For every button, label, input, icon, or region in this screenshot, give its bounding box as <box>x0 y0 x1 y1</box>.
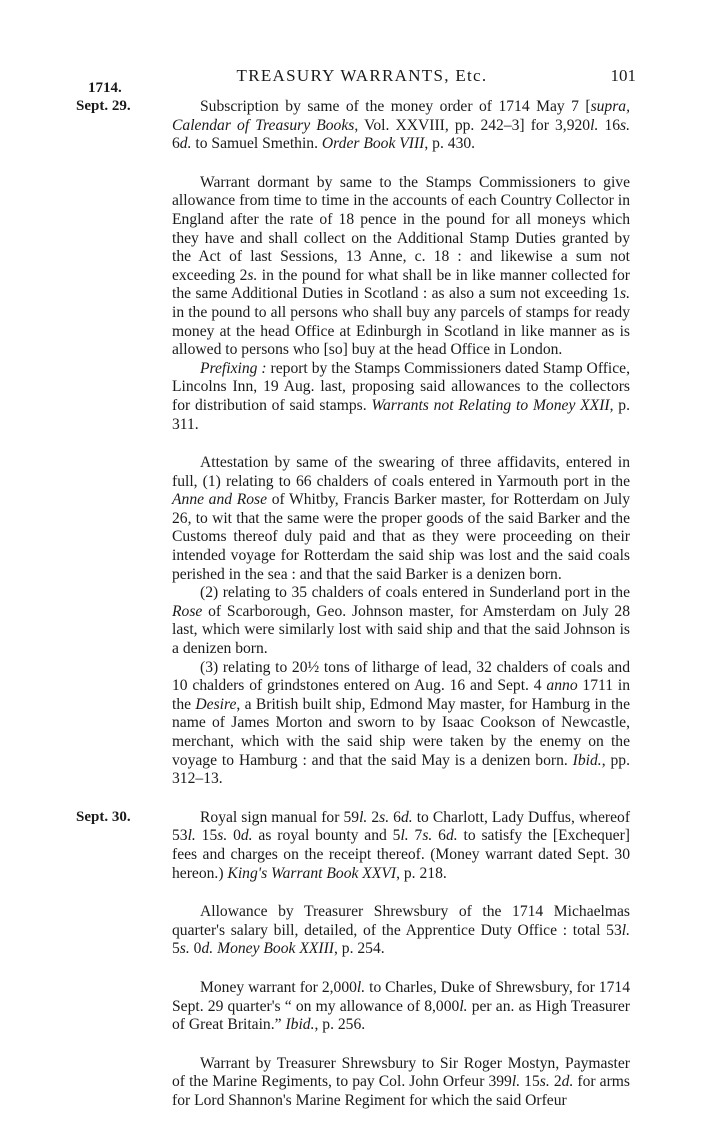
entry-1 <box>172 98 630 154</box>
entry-paragraph: Subscription by same of the money order of 1714 May 7 [supra, Calendar of Treasury Books, Vol. XXVIII, pp. 242–3] for 3,920l. 16s. 6d. to Samuel Smethin. Order Book VIII, p. 430. <box>172 98 631 153</box>
entry-paragraph: (2) relating to 35 chalders of coals entered in Sunderland port in the Rose of Scarborough, Geo. Johnson master, for Amsterdam on July 28 last, which were similarly lost with said ship and that the said Johnson is a denizen born. <box>172 584 630 658</box>
entry-paragraph: Money warrant for 2,000l. to Charles, Duke of Shrewsbury, for 1714 Sept. 29 quarter's “ on my allowance of 8,000l. per an. as High Treasurer of Great Britain.” Ibid., p. 256. <box>172 978 630 1034</box>
entry-4 <box>172 809 630 883</box>
page-number: 101 <box>610 66 636 85</box>
entry-paragraph: Warrant dormant by same to the Stamps Commissioners to give allowance from time to time in the accounts of each Country Collector in England after the rate of 18 pence in the pound for all moneys which they have and shall collect on the Additional Stamp Duties granted by the Act of last Sessions, 13 Anne, c. 18 : and likewise a sum not exceeding 2s. in the pound for what shall be in like manner collected for the same Additional Duties in Scotland : as also a sum not exceeding 1s. in the pound to all persons who shall buy any parcels of stamps for ready money at the head Office at Edinburgh in Scotland in like manner as is allowed to persons who [so] buy at the head Office in London. <box>172 173 630 359</box>
body-text <box>172 98 630 1131</box>
entry-paragraph: Warrant by Treasurer Shrewsbury to Sir Roger Mostyn, Paymaster of the Marine Regiments, to pay Col. John Orfeur 399l. 15s. 2d. for arms for Lord Shannon's Marine Regiment for which the said Orfeur <box>172 1054 630 1109</box>
entry-paragraph: Prefixing : report by the Stamps Commissioners dated Stamp Office, Lincolns Inn, 19 Aug. last, proposing said allowances to the collectors for distribution of said stamps. Warrants not Relating to Money XXII, p. 311. <box>172 359 630 433</box>
margin-date-sept-30: Sept. 30. <box>76 809 131 825</box>
running-head <box>88 66 636 90</box>
entry-paragraph: Attestation by same of the swearing of three affidavits, entered in full, (1) relating to 66 chalders of coals entered in Yarmouth port in the Anne and Rose of Whitby, Francis Barker master, for Rotterdam on July 26, to wit that the same were the proper goods of the said Barker and the Customs thereof duly paid and that as they were proceeding on their intended voyage for Rotterdam the said ship was lost and the said coals perished in the sea : and that the said Barker is a denizen born. <box>172 454 630 583</box>
entry-paragraph: Allowance by Treasurer Shrewsbury of the 1714 Michaelmas quarter's salary bill, detailed, of the Apprentice Duty Office : total 53l. 5s. 0d. Money Book XXIII, p. 254. <box>172 903 630 958</box>
entry-6 <box>172 979 630 1035</box>
running-title: TREASURY WARRANTS, Etc. <box>236 66 488 85</box>
margin-date-sept-29: Sept. 29. <box>76 98 131 114</box>
entry-7 <box>172 1055 630 1111</box>
entry-5 <box>172 903 630 959</box>
margin-year: 1714. <box>88 80 122 96</box>
entry-3 <box>172 454 630 789</box>
entry-2 <box>172 174 630 434</box>
entry-paragraph: (3) relating to 20½ tons of litharge of lead, 32 chalders of coals and 10 chalders of grindstones entered on Aug. 16 and Sept. 4 anno 1711 in the Desire, a British built ship, Edmond May master, for Hamburg in the name of James Morton and sworn to by Isaac Cookson of Newcastle, merchant, which with the said ship were taken by the enemy on the voyage to Hamburg : and that the said May is a denizen born. Ibid., pp. 312–13. <box>172 658 631 788</box>
entry-paragraph: Royal sign manual for 59l. 2s. 6d. to Charlott, Lady Duffus, whereof 53l. 15s. 0d. as royal bounty and 5l. 7s. 6d. to satisfy the [Exchequer] fees and charges on the receipt thereof. (Money warrant dated Sept. 30 hereon.) King's Warrant Book XXVI, p. 218. <box>172 808 631 882</box>
